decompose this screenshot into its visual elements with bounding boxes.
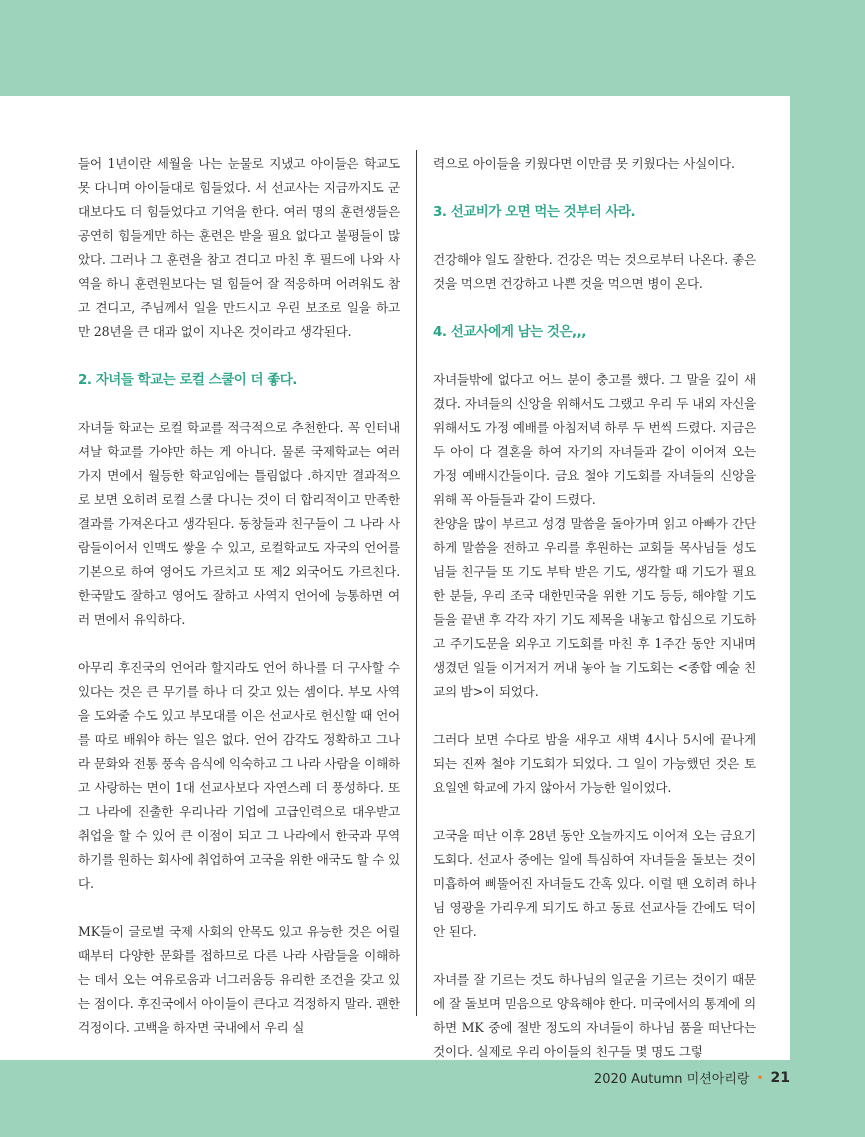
paragraph: 찬양을 많이 부르고 성경 말씀을 돌아가며 읽고 아빠가 간단하게 말씀을 전하고 우리를 후원하는 교회들 목사님들 성도님들 친구들 또 기도 부탁 받은 기도, 생각할 때 기도가 필요한 분들, 우리 조국 대한민국을 위한 기도 등등, 해야할 기도들을 끝낸 후 각각 자기 기도 제목을 내놓고 합심으로 기도하고 주기도문을 외우고 기도회를 마친 후 1주간 동안 지내며 생겼던 일들 이거저거 꺼내 놓아 늘 기도회는 <종합 예술 친교의 밤>이 되었다. bbox=[433, 516, 756, 699]
page-footer bbox=[594, 1068, 790, 1087]
paragraph: 고국을 떠난 이후 28년 동안 오늘까지도 이어져 오는 금요기도회다. 선교사 중에는 일에 특심하여 자녀들을 돌보는 것이 미흡하여 삐뚤어진 자녀들도 간혹 있다. 이럴 땐 오히려 하나님 영광을 가리우게 되기도 하고 동료 선교사들 간에도 덕이 안 된다. bbox=[433, 828, 756, 939]
paragraph: 그러다 보면 수다로 밤을 새우고 새벽 4시나 5시에 끝나게 되는 진짜 철야 기도회가 되었다. 그 일이 가능했던 것은 토요일엔 학교에 가지 않아서 가능한 일이었다. bbox=[433, 732, 756, 795]
right-column bbox=[433, 152, 756, 1064]
section-heading-3: 3. 선교비가 오면 먹는 것부터 사라. bbox=[433, 204, 636, 220]
paragraph: 자녀들밖에 없다고 어느 분이 충고를 했다. 그 말을 깊이 새겼다. 자녀들의 신앙을 위해서도 그랬고 우리 두 내외 자신을 위해서도 가정 예배를 아침저녁 하루 두 번씩 드렸다. 지금은 두 아이 다 결혼을 하여 자기의 자녀들과 같이 이어져 오는 가정 예배시간들이다. 금요 철야 기도회를 자녀들의 신앙을 위해 꼭 아들들과 같이 드렸다. bbox=[433, 372, 756, 507]
paragraph: 자녀들 학교는 로컬 학교를 적극적으로 추천한다. 꼭 인터내셔날 학교를 가야만 하는 게 아니다. 물론 국제학교는 여러 가지 면에서 월등한 학교임에는 틀림없다 .하지만 결과적으로 보면 오히려 로컬 스쿨 다니는 것이 더 합리적이고 만족한 결과를 가져온다고 생각된다. 동창들과 친구들이 그 나라 사람들이어서 인맥도 쌓을 수 있고, 로컬학교도 자국의 언어를 기본으로 하여 영어도 가르치고 또 제2 외국어도 가르친다. 한국말도 잘하고 영어도 잘하고 사역지 언어에 능통하면 여러 면에서 유익하다. bbox=[78, 420, 400, 627]
column-divider bbox=[416, 150, 417, 1016]
paragraph: 아무리 후진국의 언어라 할지라도 언어 하나를 더 구사할 수 있다는 것은 큰 무기를 하나 더 갖고 있는 셈이다. 부모 사역을 도와줄 수도 있고 부모대를 이은 선교사로 헌신할 때 언어를 따로 배워야 하는 일은 없다. 언어 감각도 정확하고 그나라 문화와 전통 풍속 음식에 익숙하고 그 나라 사람을 이해하고 사랑하는 면이 1대 선교사보다 자연스레 더 풍성하다. 또 그 나라에 진출한 우리나라 기업에 고급인력으로 대우받고 취업을 할 수 있어 큰 이점이 되고 그 나라에서 한국과 무역하기를 원하는 회사에 취업하여 고국을 위한 애국도 할 수 있다. bbox=[78, 660, 400, 891]
section-heading-2: 2. 자녀들 학교는 로컬 스쿨이 더 좋다. bbox=[78, 372, 297, 388]
page-number: 21 bbox=[770, 1069, 790, 1086]
paragraph: 력으로 아이들을 키웠다면 이만큼 못 키웠다는 사실이다. bbox=[433, 156, 735, 171]
paragraph: MK들이 글로벌 국제 사회의 안목도 있고 유능한 것은 어릴 때부터 다양한 문화를 접하므로 다른 나라 사람들을 이해하는 데서 오는 여유로움과 너그러움등 유리한 조건을 갖고 있는 점이다. 후진국에서 아이들이 큰다고 걱정하지 말라. 괜한 걱정이다. 고백을 하자면 국내에서 우리 실 bbox=[78, 924, 400, 1035]
paragraph: 자녀를 잘 기르는 것도 하나님의 일군을 기르는 것이기 때문에 잘 돌보며 믿음으로 양육해야 한다. 미국에서의 통계에 의하면 MK 중에 절반 정도의 자녀들이 하나님 품을 떠난다는 것이다. 실제로 우리 아이들의 친구들 몇 명도 그렇 bbox=[433, 972, 756, 1059]
left-column bbox=[78, 152, 400, 1040]
issue-title: 2020 Autumn 미션아리랑 bbox=[593, 1072, 750, 1087]
section-heading-4: 4. 선교사에게 남는 것은,,, bbox=[433, 324, 586, 340]
paragraph: 건강해야 일도 잘한다. 건강은 먹는 것으로부터 나온다. 좋은 것을 먹으면 건강하고 나쁜 것을 먹으면 병이 온다. bbox=[433, 252, 756, 291]
bullet-icon: • bbox=[756, 1070, 764, 1085]
paragraph: 들어 1년이란 세월을 나는 눈물로 지냈고 아이들은 학교도 못 다니며 아이들대로 힘들었다. 서 선교사는 지금까지도 군대보다도 더 힘들었다고 기억을 한다. 여러 명의 훈련생들은 공연히 힘들게만 하는 훈련은 받을 필요 없다고 불평들이 많았다. 그러나 그 훈련을 참고 견디고 마친 후 필드에 나와 사역을 하니 훈련원보다는 덜 힘들어 잘 적응하며 어려워도 참고 견디고, 주님께서 일을 만드시고 우린 보조로 일을 하고 만 28년을 큰 대과 없이 지나온 것이라고 생각된다. bbox=[78, 156, 400, 339]
